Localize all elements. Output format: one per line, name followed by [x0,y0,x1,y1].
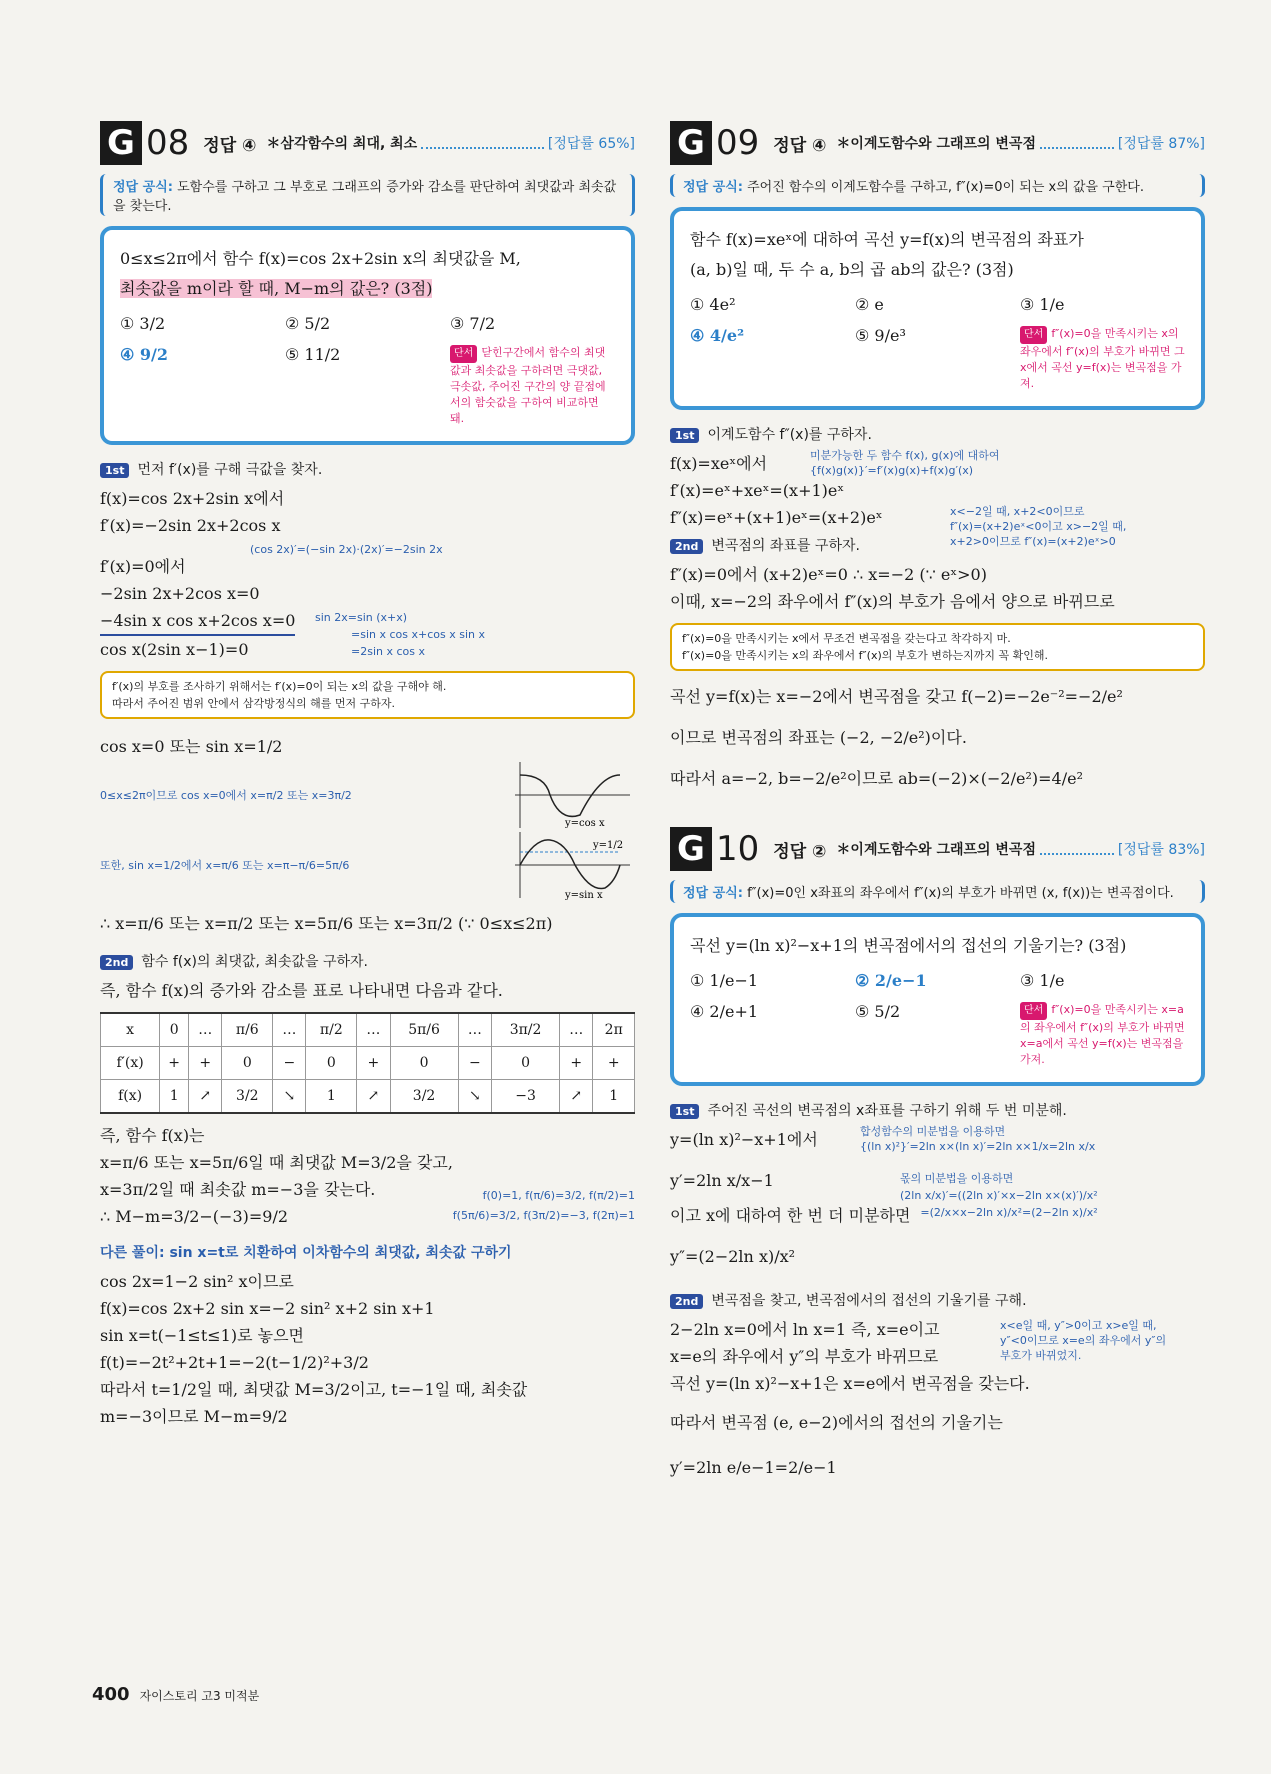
table-cell: ↗ [560,1080,593,1114]
table-cell: − [458,1047,491,1080]
table-cell: 0 [306,1047,357,1080]
table-cell: + [189,1047,222,1080]
solution-line: 따라서 a=−2, b=−2/e²이므로 ab=(−2)×(−2/e²)=4/e² [670,769,1083,788]
step-tag: 2nd [670,1294,703,1309]
cos-note: 0≤x≤2π이므로 cos x=0에서 x=π/2 또는 x=3π/2 [100,789,352,802]
table-cell: + [593,1047,635,1080]
note-line: 미분가능한 두 함수 f(x), g(x)에 대하여 [810,449,1000,462]
table-cell: π/2 [306,1013,357,1047]
common-mistake-box [100,671,635,719]
page-footer [92,1684,259,1705]
choice-3[interactable]: ③ 1/e [1020,295,1065,314]
choice-1[interactable]: ① 3/2 [120,314,166,333]
choice-4[interactable]: ④ 2/e+1 [690,1002,759,1021]
solution-block-a [670,1126,1205,1276]
sign-change-note [1000,1318,1166,1363]
topic-label: ＊삼각함수의 최대, 최소 [266,136,418,152]
solution-line: y″=(2−2ln x)/x² [670,1247,796,1266]
solution-line: 곡선 y=f(x)는 x=−2에서 변곡점을 갖고 f(−2)=−2e⁻²=−2/e² [670,687,1123,706]
step-2-title [100,951,635,971]
choices [690,971,1185,1068]
cos-graph-label: y=cos x [565,818,605,829]
choices [120,314,615,427]
sin-graph-label: y=sin x [565,890,603,900]
solution-line: 이므로 변곡점의 좌표는 (−2, −2/e²)이다. [670,728,967,747]
table-row [101,1080,635,1114]
solution-line: y′=2ln x/x−1 [670,1171,774,1190]
table-cell: −3 [491,1080,559,1114]
question-line-2: 최솟값을 m이라 할 때, M−m의 값은? (3점) [120,279,433,298]
double-angle-note [315,609,485,660]
note-line: 합성함수의 미분법을 이용하면 [860,1125,1006,1138]
sin-note: 또한, sin x=1/2에서 x=π/6 또는 x=π−π/6=5π/6 [100,859,350,872]
step-tag: 1st [100,463,129,478]
solution-block-a [100,485,635,663]
formula-text: 도함수를 구하고 그 부호로 그래프의 증가와 감소를 판단하여 최댓값과 최솟값을 찾는다. [113,180,617,214]
question-line-1: 함수 f(x)=xeˣ에 대하여 곡선 y=f(x)의 변곡점의 좌표가 [690,230,1084,249]
table-cell: x [101,1013,160,1047]
problem-number: 09 [716,123,760,163]
step-text: 함수 f(x)의 최댓값, 최솟값을 구하자. [141,954,369,970]
solution-line: 즉, 함수 f(x)의 증가와 감소를 표로 나타내면 다음과 같다. [100,981,503,1000]
problem-g10 [670,826,1205,1481]
mistake-line: f′(x)의 부호를 조사하기 위해서는 f′(x)=0이 되는 x의 값을 구해야 해. [112,680,447,693]
table-cell: 0 [160,1013,189,1047]
table-cell: ↗ [189,1080,222,1114]
table-cell: … [357,1013,390,1047]
hint-note [1020,1002,1185,1068]
topic-label: ＊이계도함수와 그래프의 변곡점 [836,842,1036,858]
answer-label: 정답 ④ [773,135,827,156]
table-cell: 1 [160,1080,189,1114]
solution-line: 이때, x=−2의 좌우에서 f″(x)의 부호가 음에서 양으로 바뀌므로 [670,592,1115,611]
choice-4[interactable]: ④ 9/2 [120,345,169,364]
note-line: x<e일 때, y″>0이고 x>e일 때, [1000,1319,1157,1332]
question-box [670,913,1205,1086]
table-cell: 0 [491,1047,559,1080]
note-line: 몫의 미분법을 이용하면 [900,1172,1014,1185]
choice-4[interactable]: ④ 4/e² [690,326,745,345]
step-2-title [670,1290,1205,1310]
choice-5[interactable]: ⑤ 9/e³ [855,326,906,345]
table-cell: 0 [222,1047,273,1080]
solution-line: cos 2x=1−2 sin² x이므로 [100,1272,294,1291]
problem-number: 10 [716,829,760,869]
solution-line: 즉, 함수 f(x)는 [100,1126,205,1145]
note-line: f″(x)=(x+2)eˣ<0이고 x>−2일 때, [950,520,1127,533]
note-line: 부호가 바뀌었지. [1000,1349,1082,1362]
problem-header [100,120,635,166]
step-tag: 1st [670,1104,699,1119]
step-tag: 1st [670,428,699,443]
page-number: 400 [92,1684,130,1705]
solution-line: f′(x)=0에서 [100,557,186,576]
increase-decrease-table [100,1012,635,1114]
accuracy-rate: [정답률 83%] [1117,842,1205,858]
solution-line: f(t)=−2t²+2t+1=−2(t−1/2)²+3/2 [100,1353,369,1372]
solution-line: −4sin x cos x+2cos x=0 [100,607,295,636]
solution-block-c [100,1268,635,1430]
hint-text: f″(x)=0을 만족시키는 x=a의 좌우에서 f″(x)의 부호가 바뀌면 x=a에서 곡선 y=f(x)는 변곡점을 가져. [1020,1003,1185,1066]
table-cell: + [357,1047,390,1080]
solution-line: m=−3이므로 M−m=9/2 [100,1407,288,1426]
formula-label: 정답 공식: [683,886,743,901]
hint-tag: 단서 [1020,326,1047,344]
step-text: 이계도함수 f″(x)를 구하자. [707,427,872,443]
accuracy-rate: [정답률 87%] [1117,136,1205,152]
question-box [670,207,1205,410]
hint-note [1020,326,1185,392]
hint-text: f″(x)=0을 만족시키는 x의 좌우에서 f″(x)의 부호가 바뀌면 그 x에서 곡선 y=f(x)는 변곡점을 가져. [1020,327,1185,390]
answer-formula [670,174,1205,197]
dotted-leader [1040,137,1114,149]
table-cell: 1 [306,1080,357,1114]
solution-line: 따라서 변곡점 (e, e−2)에서의 접선의 기울기는 [670,1413,1003,1432]
solution-line: 곡선 y=(ln x)²−x+1은 x=e에서 변곡점을 갖는다. [670,1374,1030,1393]
choice-5[interactable]: ⑤ 11/2 [285,345,341,364]
table-row [101,1013,635,1047]
solution-line: sin x=t(−1≤t≤1)로 놓으면 [100,1326,304,1345]
solution-line: x=e의 좌우에서 y″의 부호가 바뀌므로 [670,1347,939,1366]
solution-block-b [670,1316,1205,1481]
table-cell: 3π/2 [491,1013,559,1047]
solution-line: 따라서 t=1/2일 때, 최댓값 M=3/2이고, t=−1일 때, 최솟값 [100,1380,528,1399]
solution-line: x=π/6 또는 x=5π/6일 때 최댓값 M=3/2을 갖고, [100,1153,453,1172]
step-tag: 2nd [670,539,703,554]
problem-header [670,826,1205,872]
answer-label: 정답 ② [773,841,827,862]
note-line: =sin x cos x+cos x sin x [351,628,485,641]
dotted-leader [1040,843,1114,855]
table-cell: 1 [593,1080,635,1114]
hint-tag: 단서 [1020,1002,1047,1020]
answer-formula [670,880,1205,903]
table-cell: f′(x) [101,1047,160,1080]
table-cell: ↘ [458,1080,491,1114]
problem-badge: G [100,121,142,165]
table-cell: π/6 [222,1013,273,1047]
sin-solution-row [100,830,635,900]
note-line: {f(x)g(x)}′=f′(x)g(x)+f(x)g′(x) [810,464,974,477]
step-1-title [100,459,635,479]
table-cell: … [560,1013,593,1047]
solution-line: f″(x)=0에서 (x+2)eˣ=0 ∴ x=−2 (∵ eˣ>0) [670,565,987,584]
step-tag: 2nd [100,955,133,970]
hint-text: 닫힌구간에서 함수의 최댓값과 최솟값을 구하려면 극댓값, 극솟값, 주어진 구간의 양 끝점에서의 함숫값을 구하여 비교하면 돼. [450,346,606,425]
table-cell: − [273,1047,306,1080]
note-line: x+2>0이므로 f″(x)=(x+2)eˣ>0 [950,535,1116,548]
choice-2[interactable]: ② 5/2 [285,314,331,333]
solution-line: f(x)=cos 2x+2sin x에서 [100,489,285,508]
step-1-title [670,424,1205,444]
choice-2[interactable]: ② e [855,295,884,314]
table-cell: + [160,1047,189,1080]
step-1-title [670,1100,1205,1120]
question-line-1: 곡선 y=(ln x)²−x+1의 변곡점에서의 접선의 기울기는? (3점) [690,936,1127,955]
sign-note [950,504,1126,549]
solution-line: f(x)=xeˣ에서 [670,454,768,473]
formula-text: f″(x)=0인 x좌표의 좌우에서 f″(x)의 부호가 바뀌면 (x, f(x))는 변곡점이다. [747,886,1174,901]
solution-line: y=(ln x)²−x+1에서 [670,1130,818,1149]
solution-line: f(x)=cos 2x+2 sin x=−2 sin² x+2 sin x+1 [100,1299,435,1318]
table-cell: 2π [593,1013,635,1047]
table-cell: 0 [390,1047,458,1080]
table-cell: f(x) [101,1080,160,1114]
solution-line: x=3π/2일 때 최솟값 m=−3을 갖는다. [100,1180,376,1199]
hint-tag: 단서 [450,345,477,363]
mistake-line: f″(x)=0을 만족시키는 x에서 무조건 변곡점을 갖는다고 착각하지 마. [682,632,1011,645]
choice-5[interactable]: ⑤ 5/2 [855,1002,901,1021]
step-text: 먼저 f′(x)를 구해 극값을 찾자. [137,462,323,478]
question-line-2: (a, b)일 때, 두 수 a, b의 곱 ab의 값은? (3점) [690,260,1014,279]
note-line: sin 2x=sin (x+x) [315,611,408,624]
solution-line: f″(x)=eˣ+(x+1)eˣ=(x+2)eˣ [670,508,883,527]
solution-line: cos x(2sin x−1)=0 [100,640,249,659]
hint-note [450,345,615,427]
step-text: 변곡점의 좌표를 구하자. [711,538,860,554]
question-box [100,226,635,445]
problem-number: 08 [146,123,190,163]
note-line: x<−2일 때, x+2<0이므로 [950,505,1085,518]
solution-line: ∴ x=π/6 또는 x=π/2 또는 x=5π/6 또는 x=3π/2 (∵ 0≤x≤2π) [100,914,553,933]
step-text: 변곡점을 찾고, 변곡점에서의 접선의 기울기를 구해. [711,1293,1027,1309]
choice-1[interactable]: ① 1/e−1 [690,971,759,990]
quotient-rule-note [900,1170,1098,1221]
table-cell: ↘ [273,1080,306,1114]
cos-solution-row [100,760,635,830]
note-line: f(0)=1, f(π/6)=3/2, f(π/2)=1 [482,1189,635,1202]
solution-line: 2−2ln x=0에서 ln x=1 즉, x=e이고 [670,1320,940,1339]
table-cell: ↗ [357,1080,390,1114]
answer-label: 정답 ④ [203,135,257,156]
question-line-1: 0≤x≤2π에서 함수 f(x)=cos 2x+2sin x의 최댓값을 M, [120,249,521,268]
alternative-solution-title: 다른 풀이: sin x=t로 치환하여 이차함수의 최댓값, 최솟값 구하기 [100,1245,512,1261]
choice-1[interactable]: ① 4e² [690,295,736,314]
choice-2[interactable]: ② 2/e−1 [855,971,927,990]
solution-line: y′=2ln e/e−1=2/e−1 [670,1458,837,1477]
choices [690,295,1185,392]
solution-line: cos x=0 또는 sin x=1/2 [100,737,283,756]
accuracy-rate: [정답률 65%] [547,136,635,152]
formula-text: 주어진 함수의 이계도함수를 구하고, f″(x)=0이 되는 x의 값을 구한다. [747,180,1144,195]
chain-rule-note [860,1124,1095,1154]
function-values-note [453,1186,635,1226]
note-line: (2ln x/x)′=((2ln x)′×x−2ln x×(x)′)/x² [900,1189,1098,1202]
formula-label: 정답 공식: [683,180,743,195]
problem-g09 [670,120,1205,792]
table-cell: … [189,1013,222,1047]
sin-graph [505,830,635,900]
solution-line: f′(x)=−2sin 2x+2cos x [100,516,281,535]
sin-graph-hline-label: y=1/2 [593,840,624,851]
problem-badge: G [670,827,712,871]
derivative-note: (cos 2x)′=(−sin 2x)·(2x)′=−2sin 2x [250,543,443,556]
choice-3[interactable]: ③ 7/2 [450,314,496,333]
solution-line: f′(x)=eˣ+xeˣ=(x+1)eˣ [670,481,845,500]
table-cell: + [560,1047,593,1080]
step-text: 주어진 곡선의 변곡점의 x좌표를 구하기 위해 두 번 미분해. [707,1103,1067,1119]
table-cell: … [273,1013,306,1047]
topic-label: ＊이계도함수와 그래프의 변곡점 [836,136,1036,152]
formula-label: 정답 공식: [113,180,173,195]
mistake-line: 따라서 주어진 범위 안에서 삼각방정식의 해를 먼저 구하자. [112,697,395,710]
note-line: y″<0이므로 x=e의 좌우에서 y″의 [1000,1334,1167,1347]
table-cell: 3/2 [222,1080,273,1114]
table-row [101,1047,635,1080]
solution-line: ∴ M−m=3/2−(−3)=9/2 [100,1207,289,1226]
product-rule-note [810,448,1000,478]
table-cell: 5π/6 [390,1013,458,1047]
problem-header [670,120,1205,166]
problem-g08 [100,120,635,1430]
note-line: =(2/x×x−2ln x)/x²=(2−2ln x)/x² [920,1206,1098,1219]
mistake-line: f″(x)=0을 만족시키는 x의 좌우에서 f″(x)의 부호가 변하는지까지 꼭 확인해. [682,649,1048,662]
common-mistake-box [670,623,1205,671]
note-line: f(5π/6)=3/2, f(3π/2)=−3, f(2π)=1 [452,1209,635,1222]
note-line: {(ln x)²}′=2ln x×(ln x)′=2ln x×1/x=2ln x/x [860,1140,1096,1153]
cos-graph [505,760,635,830]
dotted-leader [421,137,544,149]
problem-badge: G [670,121,712,165]
note-line: =2sin x cos x [351,645,425,658]
solution-line: −2sin 2x+2cos x=0 [100,584,260,603]
table-cell: 3/2 [390,1080,458,1114]
book-title: 자이스토리 고3 미적분 [139,1689,260,1703]
answer-formula [100,174,635,216]
solution-line: 이고 x에 대하여 한 번 더 미분하면 [670,1206,911,1225]
table-cell: … [458,1013,491,1047]
solution-block-b [100,1122,635,1230]
choice-3[interactable]: ③ 1/e [1020,971,1065,990]
